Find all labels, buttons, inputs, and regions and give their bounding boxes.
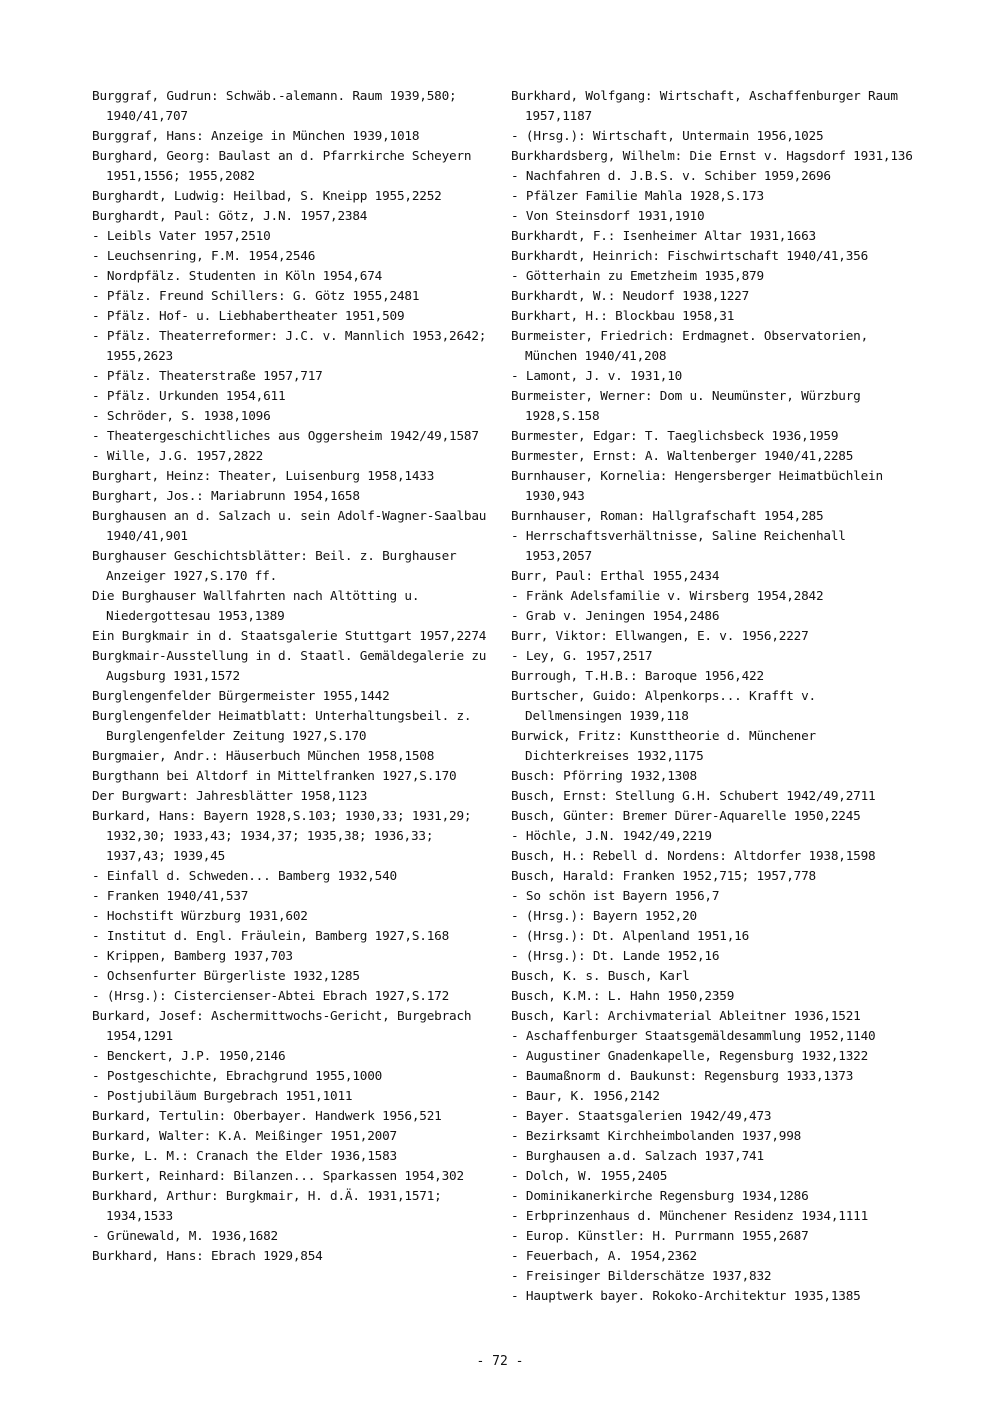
index-entry: - (Hrsg.): Dt. Lande 1952,16 — [511, 948, 720, 963]
index-entry: Burkhard, Arthur: Burgkmair, H. d.Ä. 1931,1571; 1934,1533 — [92, 1188, 442, 1223]
index-entry: Burmeister, Friedrich: Erdmagnet. Observatorien, München 1940/41,208 — [511, 328, 869, 363]
index-entry: - (Hrsg.): Wirtschaft, Untermain 1956,1025 — [511, 128, 824, 143]
index-entry: - Burghausen a.d. Salzach 1937,741 — [511, 1148, 764, 1163]
index-entry: Burnhauser, Kornelia: Hengersberger Heimatbüchlein 1930,943 — [511, 468, 883, 503]
index-entry: - Erbprinzenhaus d. Münchener Residenz 1934,1111 — [511, 1208, 869, 1223]
index-entry: - Höchle, J.N. 1942/49,2219 — [511, 828, 712, 843]
index-entry: Ein Burgkmair in d. Staatsgalerie Stuttgart 1957,2274 — [92, 628, 487, 643]
index-entry: - Dolch, W. 1955,2405 — [511, 1168, 668, 1183]
index-entry: Busch, Karl: Archivmaterial Ableitner 1936,1521 — [511, 1008, 861, 1023]
index-entry: Burrough, T.H.B.: Baroque 1956,422 — [511, 668, 764, 683]
index-entry: Burghardt, Paul: Götz, J.N. 1957,2384 — [92, 208, 368, 223]
index-entry: Burghardt, Ludwig: Heilbad, S. Kneipp 1955,2252 — [92, 188, 442, 203]
index-entry: Burkhardsberg, Wilhelm: Die Ernst v. Hagsdorf 1931,136 — [511, 148, 913, 163]
index-entry: - Grünewald, M. 1936,1682 — [92, 1228, 278, 1243]
index-entry: - Institut d. Engl. Fräulein, Bamberg 1927,S.168 — [92, 928, 450, 943]
index-entry: - (Hrsg.): Cistercienser-Abtei Ebrach 1927,S.172 — [92, 988, 450, 1003]
index-entry: - Benckert, J.P. 1950,2146 — [92, 1048, 286, 1063]
index-entry: - Baur, K. 1956,2142 — [511, 1088, 660, 1103]
index-entry: - Theatergeschichtliches aus Oggersheim 1942/49,1587 — [92, 428, 479, 443]
index-entry: - Götterhain zu Emetzheim 1935,879 — [511, 268, 764, 283]
index-entry: Burghard, Georg: Baulast an d. Pfarrkirche Scheyern 1951,1556; 1955,2082 — [92, 148, 472, 183]
index-entry: Burwick, Fritz: Kunsttheorie d. Münchener Dichterkreises 1932,1175 — [511, 728, 816, 763]
index-entry: Der Burgwart: Jahresblätter 1958,1123 — [92, 788, 368, 803]
index-entry: - Nachfahren d. J.B.S. v. Schiber 1959,2696 — [511, 168, 831, 183]
index-entry: - Ochsenfurter Bürgerliste 1932,1285 — [92, 968, 360, 983]
index-entry: Burkhardt, W.: Neudorf 1938,1227 — [511, 288, 750, 303]
index-entry: - Augustiner Gnadenkapelle, Regensburg 1932,1322 — [511, 1048, 869, 1063]
index-entry: Burnhauser, Roman: Hallgrafschaft 1954,285 — [511, 508, 824, 523]
index-entry: Busch, Günter: Bremer Dürer-Aquarelle 1950,2245 — [511, 808, 861, 823]
index-entry: - Von Steinsdorf 1931,1910 — [511, 208, 705, 223]
index-entry: Busch, K.M.: L. Hahn 1950,2359 — [511, 988, 735, 1003]
index-entry: - Pfälz. Freund Schillers: G. Götz 1955,2481 — [92, 288, 420, 303]
index-entry: Burkard, Josef: Aschermittwochs-Gericht, Burgebrach 1954,1291 — [92, 1008, 472, 1043]
index-entry: Burkard, Tertulin: Oberbayer. Handwerk 1956,521 — [92, 1108, 442, 1123]
index-entry: - Grab v. Jeningen 1954,2486 — [511, 608, 720, 623]
index-entry: - Leuchsenring, F.M. 1954,2546 — [92, 248, 316, 263]
index-entry: Burgmaier, Andr.: Häuserbuch München 1958,1508 — [92, 748, 435, 763]
index-entry: - Fränk Adelsfamilie v. Wirsberg 1954,2842 — [511, 588, 824, 603]
index-entry: - Hauptwerk bayer. Rokoko-Architektur 1935,1385 — [511, 1288, 861, 1303]
index-entry: - Lamont, J. v. 1931,10 — [511, 368, 683, 383]
index-entry: Burmester, Ernst: A. Waltenberger 1940/41,2285 — [511, 448, 854, 463]
index-entry: - Bayer. Staatsgalerien 1942/49,473 — [511, 1108, 772, 1123]
index-entry: Burmester, Edgar: T. Taeglichsbeck 1936,1959 — [511, 428, 839, 443]
index-entry: - Pfälz. Theaterreformer: J.C. v. Mannlich 1953,2642; 1955,2623 — [92, 328, 487, 363]
index-entry: - Pfälz. Theaterstraße 1957,717 — [92, 368, 323, 383]
index-entry: Burkard, Walter: K.A. Meißinger 1951,2007 — [92, 1128, 397, 1143]
index-entry: Burghart, Heinz: Theater, Luisenburg 1958,1433 — [92, 468, 435, 483]
index-entry: - So schön ist Bayern 1956,7 — [511, 888, 720, 903]
index-entry: Burkhard, Hans: Ebrach 1929,854 — [92, 1248, 323, 1263]
index-entry: - Wille, J.G. 1957,2822 — [92, 448, 264, 463]
index-entry: Burglengenfelder Bürgermeister 1955,1442 — [92, 688, 390, 703]
index-entry: Burghauser Geschichtsblätter: Beil. z. Burghauser Anzeiger 1927,S.170 ff. — [92, 548, 457, 583]
index-entry: - Franken 1940/41,537 — [92, 888, 249, 903]
index-entry: - Nordpfälz. Studenten in Köln 1954,674 — [92, 268, 383, 283]
index-entry: - Herrschaftsverhältnisse, Saline Reichenhall 1953,2057 — [511, 528, 846, 563]
index-entry: Busch, K. s. Busch, Karl — [511, 968, 690, 983]
index-entry: Burke, L. M.: Cranach the Elder 1936,1583 — [92, 1148, 397, 1163]
index-entry: Burkhart, H.: Blockbau 1958,31 — [511, 308, 735, 323]
index-entry: - Postgeschichte, Ebrachgrund 1955,1000 — [92, 1068, 383, 1083]
page-number: - 72 - — [476, 1354, 524, 1369]
index-entry: - Leibls Vater 1957,2510 — [92, 228, 271, 243]
index-entry: Burghart, Jos.: Mariabrunn 1954,1658 — [92, 488, 360, 503]
index-entry: Burgthann bei Altdorf in Mittelfranken 1927,S.170 — [92, 768, 457, 783]
index-entry: - (Hrsg.): Bayern 1952,20 — [511, 908, 697, 923]
index-column-right — [511, 86, 916, 1306]
index-entry: Burghausen an d. Salzach u. sein Adolf-Wagner-Saalbau 1940/41,901 — [92, 508, 487, 543]
index-entry: Burggraf, Gudrun: Schwäb.-alemann. Raum 1939,580; 1940/41,707 — [92, 88, 457, 123]
index-entry: Burggraf, Hans: Anzeige in München 1939,1018 — [92, 128, 420, 143]
index-entry: - Baumaßnorm d. Baukunst: Regensburg 1933,1373 — [511, 1068, 854, 1083]
index-entry: - Pfälz. Hof- u. Liebhabertheater 1951,509 — [92, 308, 405, 323]
index-entry: Die Burghauser Wallfahrten nach Altötting u. Niedergottesau 1953,1389 — [92, 588, 420, 623]
index-entry: - Europ. Künstler: H. Purrmann 1955,2687 — [511, 1228, 809, 1243]
index-entry: - Aschaffenburger Staatsgemäldesammlung 1952,1140 — [511, 1028, 876, 1043]
index-entry: Burkhardt, F.: Isenheimer Altar 1931,1663 — [511, 228, 816, 243]
index-column-left — [92, 86, 492, 1266]
index-entry: Burmeister, Werner: Dom u. Neumünster, Würzburg 1928,S.158 — [511, 388, 861, 423]
index-entry: - Schröder, S. 1938,1096 — [92, 408, 271, 423]
index-entry: Busch, Ernst: Stellung G.H. Schubert 1942/49,2711 — [511, 788, 876, 803]
index-entry: Burgkmair-Ausstellung in d. Staatl. Gemäldegalerie zu Augsburg 1931,1572 — [92, 648, 487, 683]
index-entry: Burr, Viktor: Ellwangen, E. v. 1956,2227 — [511, 628, 809, 643]
index-entry: Busch, Harald: Franken 1952,715; 1957,778 — [511, 868, 816, 883]
index-entry: Burkard, Hans: Bayern 1928,S.103; 1930,33; 1931,29; 1932,30; 1933,43; 1934,37; 1935,38; 1936,33; 1937,43; 1939,45 — [92, 808, 472, 863]
index-entry: - Pfälzer Familie Mahla 1928,S.173 — [511, 188, 764, 203]
index-entry: Burkert, Reinhard: Bilanzen... Sparkassen 1954,302 — [92, 1168, 464, 1183]
index-entry: Burr, Paul: Erthal 1955,2434 — [511, 568, 720, 583]
index-entry: Busch: Pförring 1932,1308 — [511, 768, 697, 783]
index-entry: Burglengenfelder Heimatblatt: Unterhaltungsbeil. z. Burglengenfelder Zeitung 1927,S.170 — [92, 708, 472, 743]
index-entry: - Hochstift Würzburg 1931,602 — [92, 908, 308, 923]
index-entry: - Feuerbach, A. 1954,2362 — [511, 1248, 697, 1263]
index-entry: - Freisinger Bilderschätze 1937,832 — [511, 1268, 772, 1283]
index-entry: - Einfall d. Schweden... Bamberg 1932,540 — [92, 868, 397, 883]
index-entry: - Dominikanerkirche Regensburg 1934,1286 — [511, 1188, 809, 1203]
index-entry: Burtscher, Guido: Alpenkorps... Krafft v. Dellmensingen 1939,118 — [511, 688, 816, 723]
index-entry: Busch, H.: Rebell d. Nordens: Altdorfer 1938,1598 — [511, 848, 876, 863]
index-entry: Burkhardt, Heinrich: Fischwirtschaft 1940/41,356 — [511, 248, 869, 263]
index-entry: - Pfälz. Urkunden 1954,611 — [92, 388, 286, 403]
index-entry: Burkhard, Wolfgang: Wirtschaft, Aschaffenburger Raum 1957,1187 — [511, 88, 898, 123]
index-entry: - Ley, G. 1957,2517 — [511, 648, 653, 663]
index-entry: - Bezirksamt Kirchheimbolanden 1937,998 — [511, 1128, 802, 1143]
index-entry: - (Hrsg.): Dt. Alpenland 1951,16 — [511, 928, 750, 943]
index-entry: - Postjubiläum Burgebrach 1951,1011 — [92, 1088, 353, 1103]
index-entry: - Krippen, Bamberg 1937,703 — [92, 948, 293, 963]
